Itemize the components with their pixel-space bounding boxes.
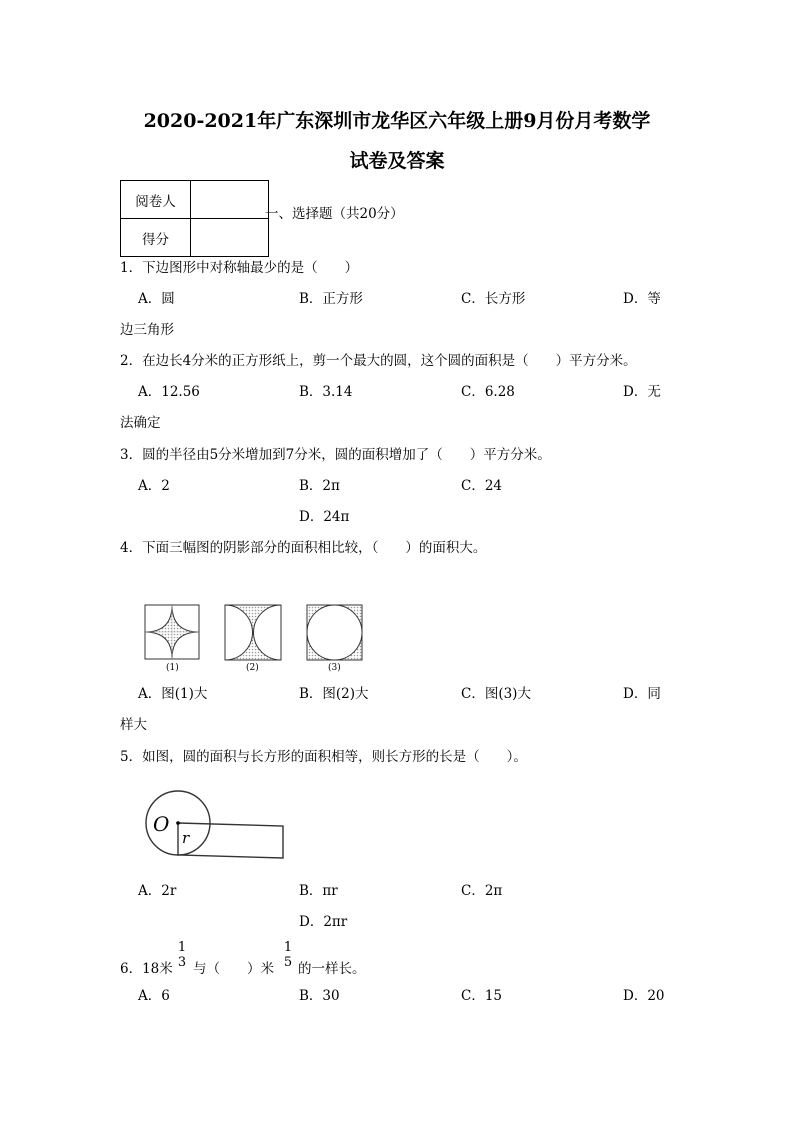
q3-option-a: A．2 <box>138 478 170 494</box>
figure-3-label: (3) <box>328 663 341 673</box>
score-table <box>120 180 269 257</box>
q5-option-a: A．2r <box>138 883 177 899</box>
q2-option-b: B．3.14 <box>299 384 353 400</box>
q1-option-a: A．圆 <box>138 291 175 307</box>
document-title-line1: 2020-2021年广东深圳市龙华区六年级上册9月份月考数学 <box>143 110 651 132</box>
reviewer-cell <box>191 181 269 219</box>
q5-circle-rectangle-figure <box>140 785 290 865</box>
q2-option-a: A．12.56 <box>138 384 200 400</box>
fraction-one-third: 1 3 <box>177 940 187 970</box>
q6-option-d: D．20 <box>623 988 665 1004</box>
q3-option-c: C．24 <box>461 478 503 494</box>
q3-option-b: B．2π <box>299 478 340 494</box>
q4-option-a: A．图(1)大 <box>138 686 208 702</box>
q3-option-d: D．24π <box>299 509 350 525</box>
figure-3 <box>307 605 362 660</box>
q4-option-b: B．图(2)大 <box>299 686 369 702</box>
question-2-stem: 2．在边长4分米的正方形纸上，剪一个最大的圆，这个圆的面积是（ ）平方分米。 <box>120 353 637 369</box>
figure-2 <box>225 605 281 660</box>
question-4-stem: 4．下面三幅图的阴影部分的面积相比较，（ ）的面积大。 <box>120 540 487 556</box>
fraction-one-fifth: 1 5 <box>283 940 293 970</box>
figure-1-label: (1) <box>166 663 179 673</box>
q1-option-b: B．正方形 <box>299 291 363 307</box>
q4-shaded-figures <box>140 600 370 675</box>
q2-option-d-wrap: 法确定 <box>120 415 161 431</box>
reviewer-label: 阅卷人 <box>121 181 191 219</box>
q2-option-d: D．无 <box>623 384 661 400</box>
radius-label: r <box>182 829 190 847</box>
q6-option-b: B．30 <box>299 988 340 1004</box>
q6-stem-part1: 6．18米 <box>120 961 173 977</box>
q4-option-d-wrap: 样大 <box>120 717 147 733</box>
score-cell <box>191 219 269 257</box>
q4-option-d: D．同 <box>623 686 661 702</box>
q6-option-c: C．15 <box>461 988 503 1004</box>
q1-option-d-wrap: 边三角形 <box>120 322 174 338</box>
document-title-line2: 试卷及答案 <box>349 150 445 172</box>
q1-option-c: C．长方形 <box>461 291 526 307</box>
figure-1 <box>145 605 199 659</box>
center-label: O <box>153 812 170 836</box>
section-heading: 一、选择题（共20分） <box>265 206 404 222</box>
q5-option-d: D．2πr <box>299 914 348 930</box>
figure-2-label: (2) <box>246 663 259 673</box>
q2-option-c: C．6.28 <box>461 384 515 400</box>
q5-option-c: C．2π <box>461 883 503 899</box>
score-label: 得分 <box>121 219 191 257</box>
q5-option-b: B．πr <box>299 883 338 899</box>
q6-stem-part2: 与（ ）米 <box>193 961 274 977</box>
question-1-stem: 1．下边图形中对称轴最少的是（ ） <box>120 260 359 276</box>
question-3-stem: 3．圆的半径由5分米增加到7分米，圆的面积增加了（ ）平方分米。 <box>120 447 551 463</box>
q6-option-a: A．6 <box>138 988 170 1004</box>
q4-option-c: C．图(3)大 <box>461 686 531 702</box>
question-5-stem: 5．如图，圆的面积与长方形的面积相等，则长方形的长是（ ）。 <box>120 749 527 765</box>
q1-option-d: D．等 <box>623 291 661 307</box>
q6-stem-part3: 的一样长。 <box>298 961 366 977</box>
